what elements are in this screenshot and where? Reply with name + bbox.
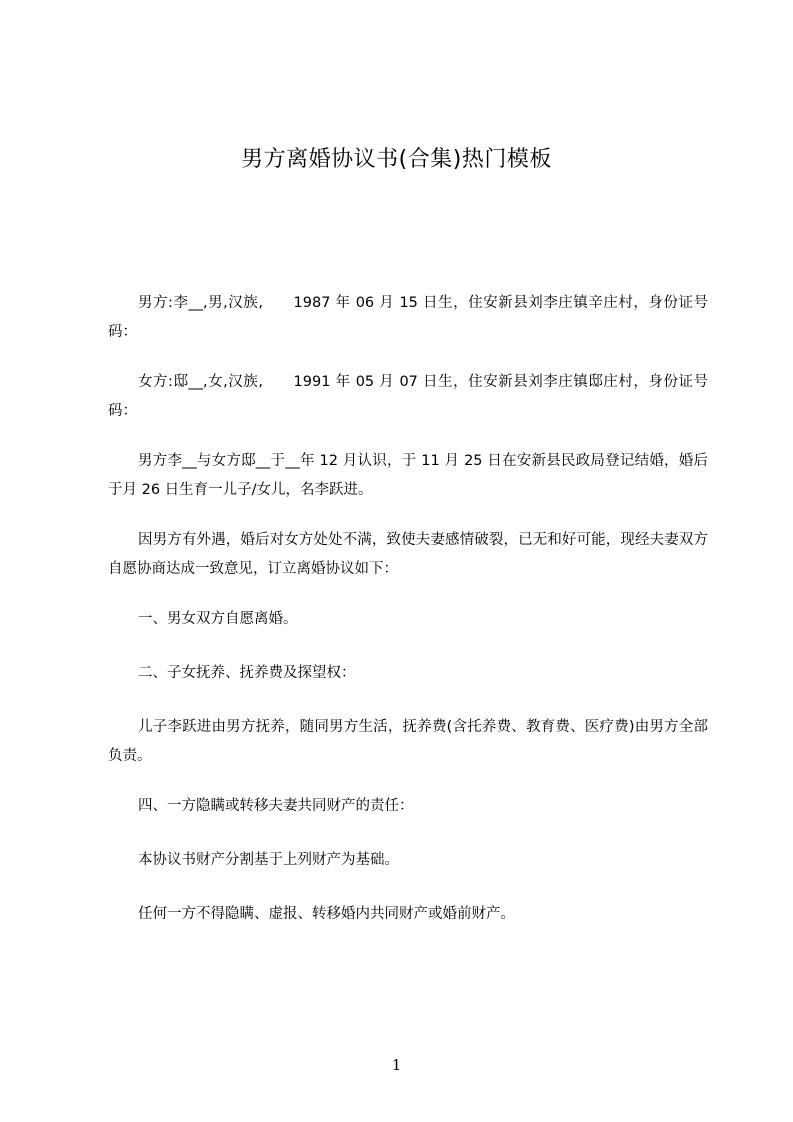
man-info-paragraph: 男方:李__,男,汉族, 1987 年 06 月 15 日生，住安新县刘李庄镇辛庄村，身份证号码： (108, 295, 708, 340)
custody-paragraph: 儿子李跃进由男方抚养，随同男方生活，抚养费(含托养费、教育费、医疗费)由男方全部负责。 (108, 719, 708, 764)
no-concealment-paragraph: 任何一方不得隐瞒、虚报、转移婚内共同财产或婚前财产。 (138, 906, 515, 922)
property-basis-paragraph: 本协议书财产分割基于上列财产为基础。 (138, 852, 399, 868)
page-number: 1 (391, 1056, 402, 1074)
clause-4: 四、一方隐瞒或转移夫妻共同财产的责任： (138, 798, 414, 814)
marriage-history-paragraph: 男方李__与女方邸__于__年 12 月认识，于 11 月 25 日在安新县民政局登记结婚，婚后于月 26 日生育一儿子/女儿，名李跃进。 (108, 453, 708, 498)
clause-1: 一、男女双方自愿离婚。 (138, 611, 298, 627)
woman-info-paragraph: 女方:邸__,女,汉族, 1991 年 05 月 07 日生，住安新县刘李庄镇邸庄村，身份证号码： (108, 374, 708, 419)
document-title: 男方离婚协议书(合集)热门模板 (241, 147, 552, 172)
clause-2: 二、子女抚养、抚养费及探望权： (138, 665, 356, 681)
divorce-reason-paragraph: 因男方有外遇，婚后对女方处处不满，致使夫妻感情破裂，已无和好可能，现经夫妻双方自愿协商达成一致意见，订立离婚协议如下： (108, 532, 708, 577)
